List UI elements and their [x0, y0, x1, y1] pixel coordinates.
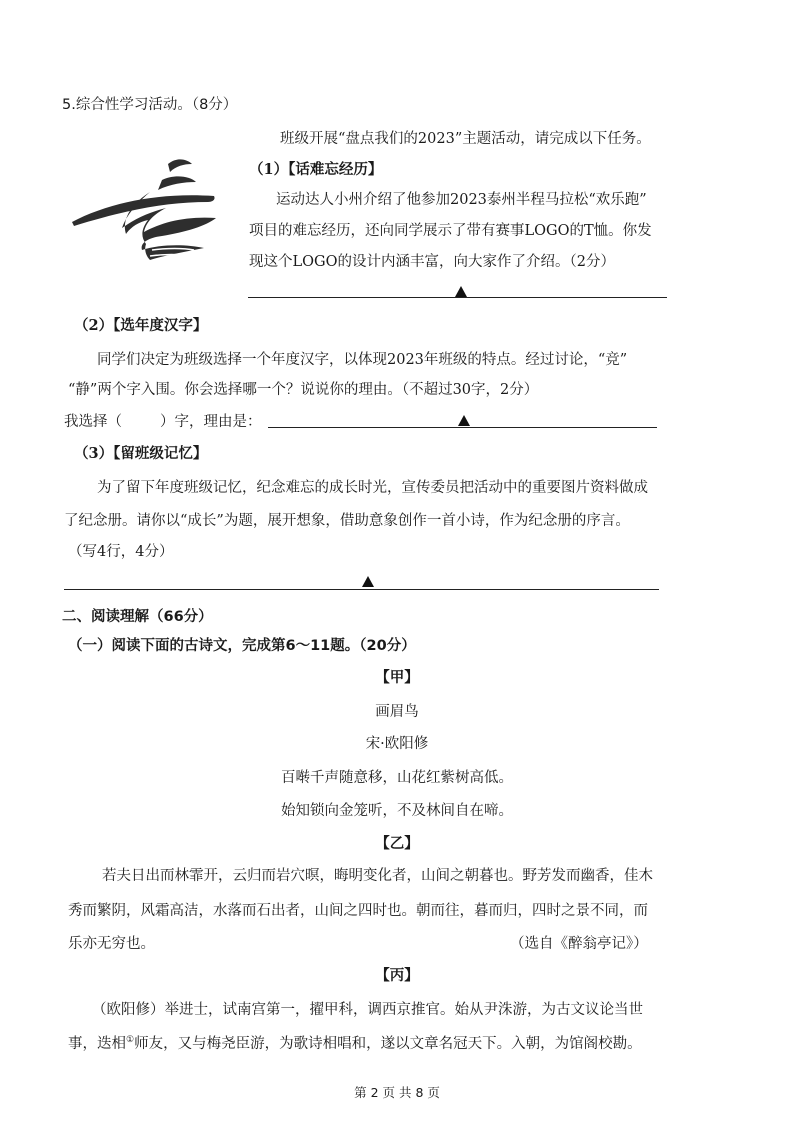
yi-text-line: 秀而繁阴，风霜高洁，水落而石出者，山间之四时也。朝而往，暮而归，四时之景不同，而 — [68, 903, 648, 919]
task-3-line: 为了留下年度班级记忆，纪念难忘的成长时光，宣传委员把活动中的重要图片资料做成 — [97, 480, 648, 496]
task-2-line: “静”两个字入围。你会选择哪一个？说说你的理由。（不超过30字，2分） — [68, 382, 539, 398]
choose-character-prompt — [64, 410, 262, 431]
q5-intro: 班级开展“盘点我们的2023”主题活动，请完成以下任务。 — [280, 131, 651, 147]
answer-line-1[interactable] — [248, 297, 667, 298]
choose-prefix: 我选择（ — [64, 414, 122, 430]
bing-text-part: 事，迭相 — [68, 1036, 126, 1052]
bing-text-part: 师友，又与梅尧臣游，为歌诗相唱和，遂以文章名冠天下。入朝，为馆阁校勘。 — [134, 1036, 642, 1052]
task-2-label: （2）【选年度汉字】 — [74, 317, 208, 334]
bing-text-line — [68, 1032, 642, 1053]
yi-text-line: 若夫日出而林霏开，云归而岩穴暝，晦明变化者，山间之朝暮也。野芳发而幽香，佳木 — [102, 868, 653, 884]
answer-line-2[interactable] — [268, 427, 657, 428]
jia-label: 【甲】 — [375, 670, 419, 686]
yi-label: 【乙】 — [375, 836, 419, 852]
page-footer: 第 2 页 共 8 页 — [354, 1085, 440, 1100]
bing-text-line: （欧阳修）举进士，试南宫第一，擢甲科，调西京推官。始从尹洙游，为古文议论当世 — [92, 1002, 643, 1018]
poem-author: 宋·欧阳修 — [365, 736, 429, 752]
answer-mark-icon — [362, 576, 374, 587]
bing-label: 【丙】 — [375, 968, 419, 984]
task-3-label: （3）【留班级记忆】 — [74, 445, 208, 462]
task-1-label: （1）【话难忘经历】 — [249, 161, 383, 178]
poem-line: 百啭千声随意移，山花红紫树高低。 — [281, 770, 513, 786]
choose-suffix: ）字，理由是： — [160, 414, 262, 430]
task-2-line: 同学们决定为班级选择一个年度汉字，以体现2023年班级的特点。经过讨论，“竞” — [97, 352, 628, 368]
poem-line: 始知锁向金笼听，不及林间自在啼。 — [281, 803, 513, 819]
task-1-line: 运动达人小州介绍了他参加2023泰州半程马拉松“欢乐跑” — [276, 192, 647, 208]
task-1-line: 现这个LOGO的设计内涵丰富，向大家作了介绍。（2分） — [249, 254, 615, 270]
task-3-line: （写4行，4分） — [68, 544, 174, 560]
answer-mark-icon — [455, 286, 467, 297]
task-3-line: 了纪念册。请你以“成长”为题，展开想象，借助意象创作一首小诗，作为纪念册的序言。 — [64, 513, 630, 529]
answer-mark-icon — [458, 415, 470, 426]
yi-source: （选自《醉翁亭记》） — [510, 936, 648, 952]
yi-text-line: 乐亦无穷也。 — [68, 936, 155, 952]
section-2-title: 二、阅读理解（66分） — [62, 609, 213, 625]
task-1-line: 项目的难忘经历，还向同学展示了带有赛事LOGO的T恤。你发 — [249, 223, 652, 239]
question-5-title: 5.综合性学习活动。（8分） — [62, 97, 238, 113]
footnote-mark: ① — [126, 1035, 135, 1046]
poem-title: 画眉鸟 — [375, 704, 419, 720]
section-2-sub-title: （一）阅读下面的古诗文，完成第6～11题。（20分） — [68, 638, 416, 654]
marathon-logo-icon — [66, 152, 226, 272]
answer-line-3[interactable] — [64, 589, 659, 590]
